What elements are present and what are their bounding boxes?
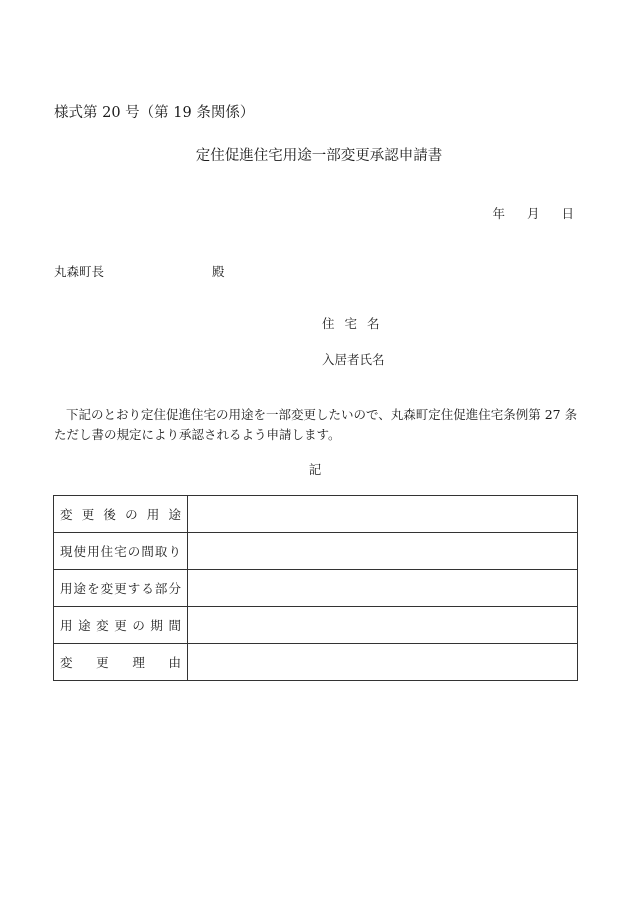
row-label-cell [54,644,188,681]
table-row [54,570,578,607]
residence-name-label: 住宅名 [322,316,390,331]
date-month-label: 月 [526,206,540,221]
addressee-honorific: 殿 [212,264,225,279]
date-day-label: 日 [561,206,574,221]
row-label-cell [54,570,188,607]
row-label: 現使用住宅の間取り [60,544,181,559]
table-row [54,644,578,681]
row-label-cell [54,607,188,644]
row-label-cell [54,533,188,570]
row-label: 変更理由 [60,655,181,670]
usage-after-change-field[interactable] [188,496,578,533]
date-year-label: 年 [492,206,505,221]
application-statement: 下記のとおり定住促進住宅の用途を一部変更したいので、丸森町定住促進住宅条例第 27 条ただし書の規定により承認されるよう申請します。 [54,407,578,442]
change-reason-field[interactable] [188,644,578,681]
changed-part-field[interactable] [188,570,578,607]
current-floor-plan-field[interactable] [188,533,578,570]
table-row [54,607,578,644]
row-label: 用途変更の期間 [60,618,181,633]
row-label: 変更後の用途 [60,507,181,522]
form-number: 様式第 20 号（第 19 条関係） [54,105,255,121]
table-row [54,496,578,533]
table-row [54,533,578,570]
document-title: 定住促進住宅用途一部変更承認申請書 [195,148,443,164]
change-period-field[interactable] [188,607,578,644]
resident-name-label: 入居者氏名 [322,352,385,367]
row-label: 用途を変更する部分 [60,581,181,596]
ki-heading: 記 [308,462,322,477]
row-label-cell [54,496,188,533]
addressee-name: 丸森町長 [54,264,105,279]
date-line [492,204,574,222]
details-table [53,495,578,681]
